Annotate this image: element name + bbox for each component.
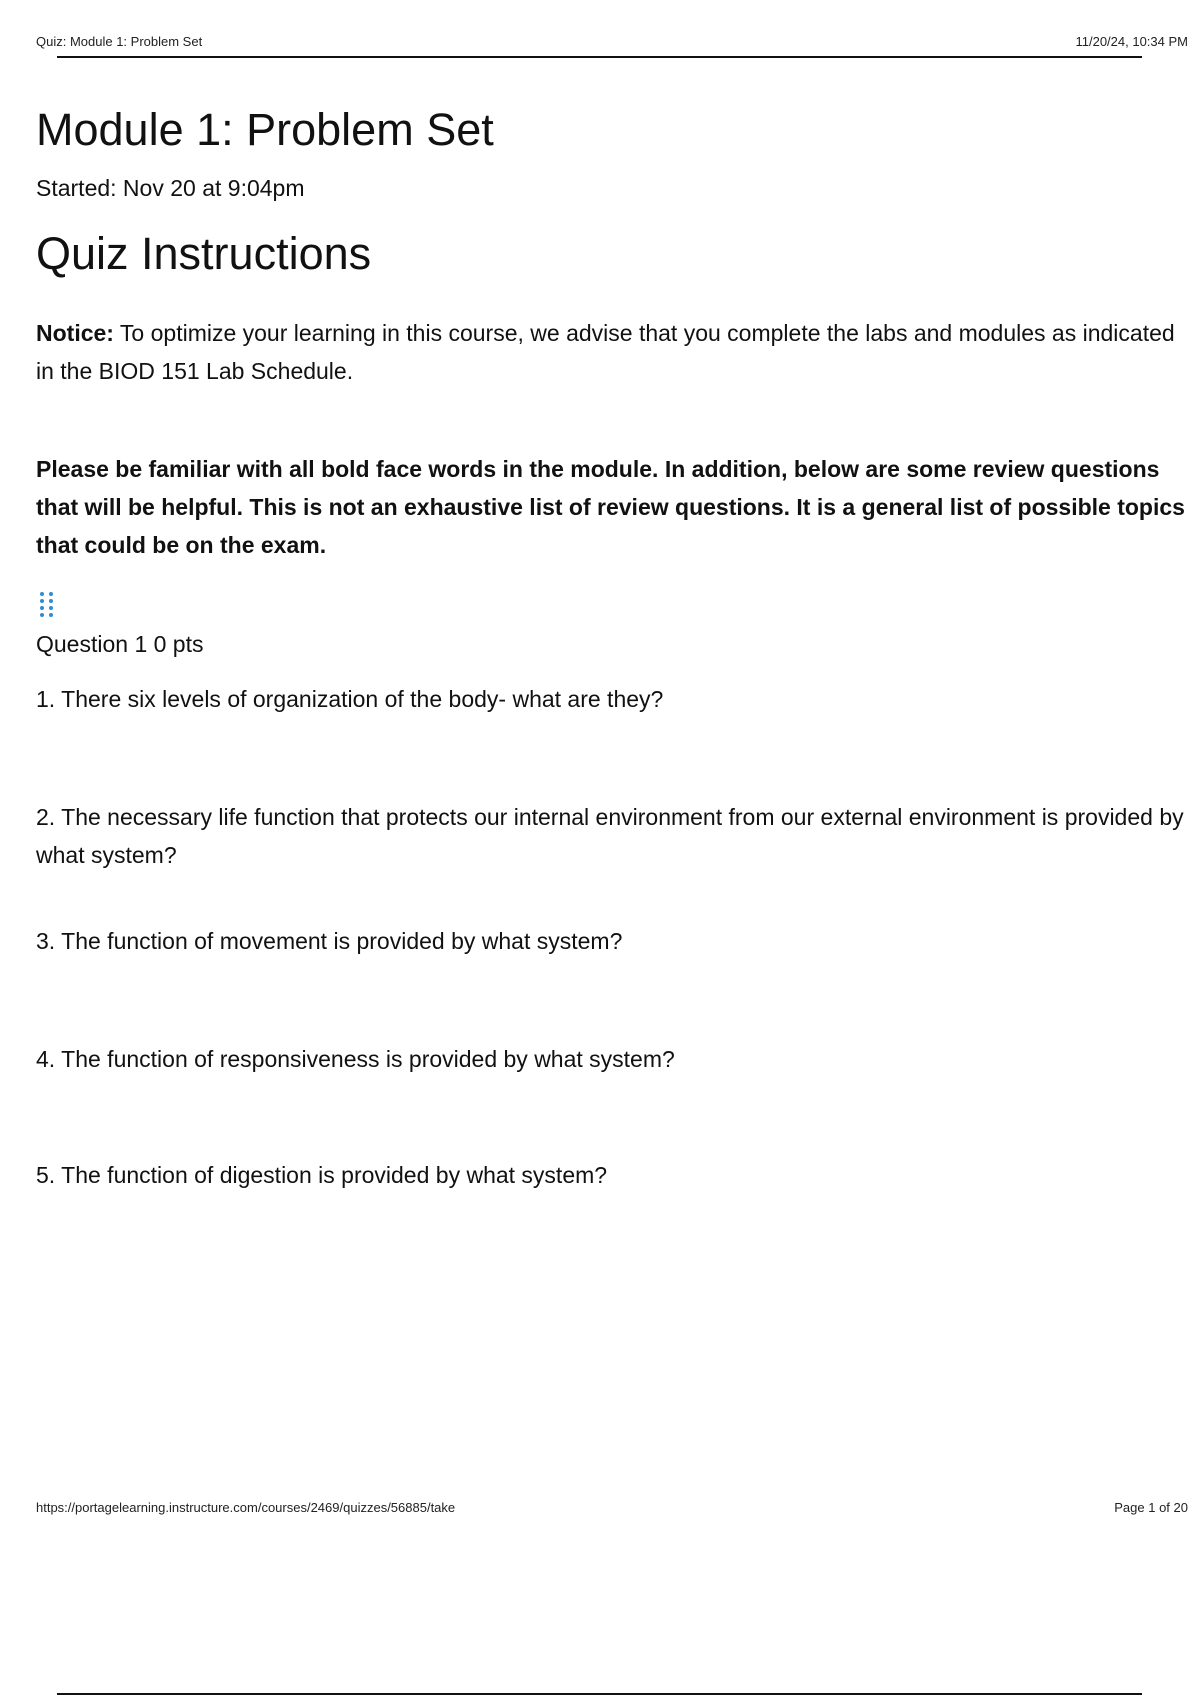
print-footer-page-number: Page 1 of 20	[1114, 1500, 1188, 1515]
drag-handle-icon[interactable]	[36, 592, 56, 622]
print-header	[36, 34, 1188, 54]
notice-text: To optimize your learning in this course, we advise that you complete the labs and modules as indicated in the BIOD 151 Lab Schedule.	[36, 320, 1175, 384]
header-divider	[57, 56, 1142, 58]
question-item: 4. The function of responsiveness is provided by what system?	[36, 1046, 675, 1072]
question-item: 3. The function of movement is provided by what system?	[36, 928, 623, 954]
notice-label: Notice:	[36, 320, 114, 346]
started-timestamp: Started: Nov 20 at 9:04pm	[36, 175, 305, 201]
print-header-timestamp: 11/20/24, 10:34 PM	[1075, 34, 1188, 49]
review-instructions-paragraph: Please be familiar with all bold face words in the module. In addition, below are some review questions that will be helpful. This is not an exhaustive list of review questions. It is a general list of possible topics that could be on the exam.	[36, 456, 1185, 558]
page-title: Module 1: Problem Set	[36, 104, 494, 155]
quiz-content	[36, 100, 1196, 1194]
footer-divider	[57, 1693, 1142, 1695]
notice-paragraph	[36, 314, 1196, 390]
print-footer	[36, 1500, 1188, 1520]
question-item: 1. There six levels of organization of the body- what are they?	[36, 686, 664, 712]
question-item: 2. The necessary life function that protects our internal environment from our external environment is provided by what system?	[36, 804, 1184, 868]
print-footer-url: https://portagelearning.instructure.com/courses/2469/quizzes/56885/take	[36, 1500, 456, 1515]
question-header: Question 1 0 pts	[36, 631, 204, 657]
quiz-instructions-heading: Quiz Instructions	[36, 228, 372, 279]
question-item: 5. The function of digestion is provided by what system?	[36, 1162, 608, 1188]
print-header-title: Quiz: Module 1: Problem Set	[36, 34, 203, 49]
